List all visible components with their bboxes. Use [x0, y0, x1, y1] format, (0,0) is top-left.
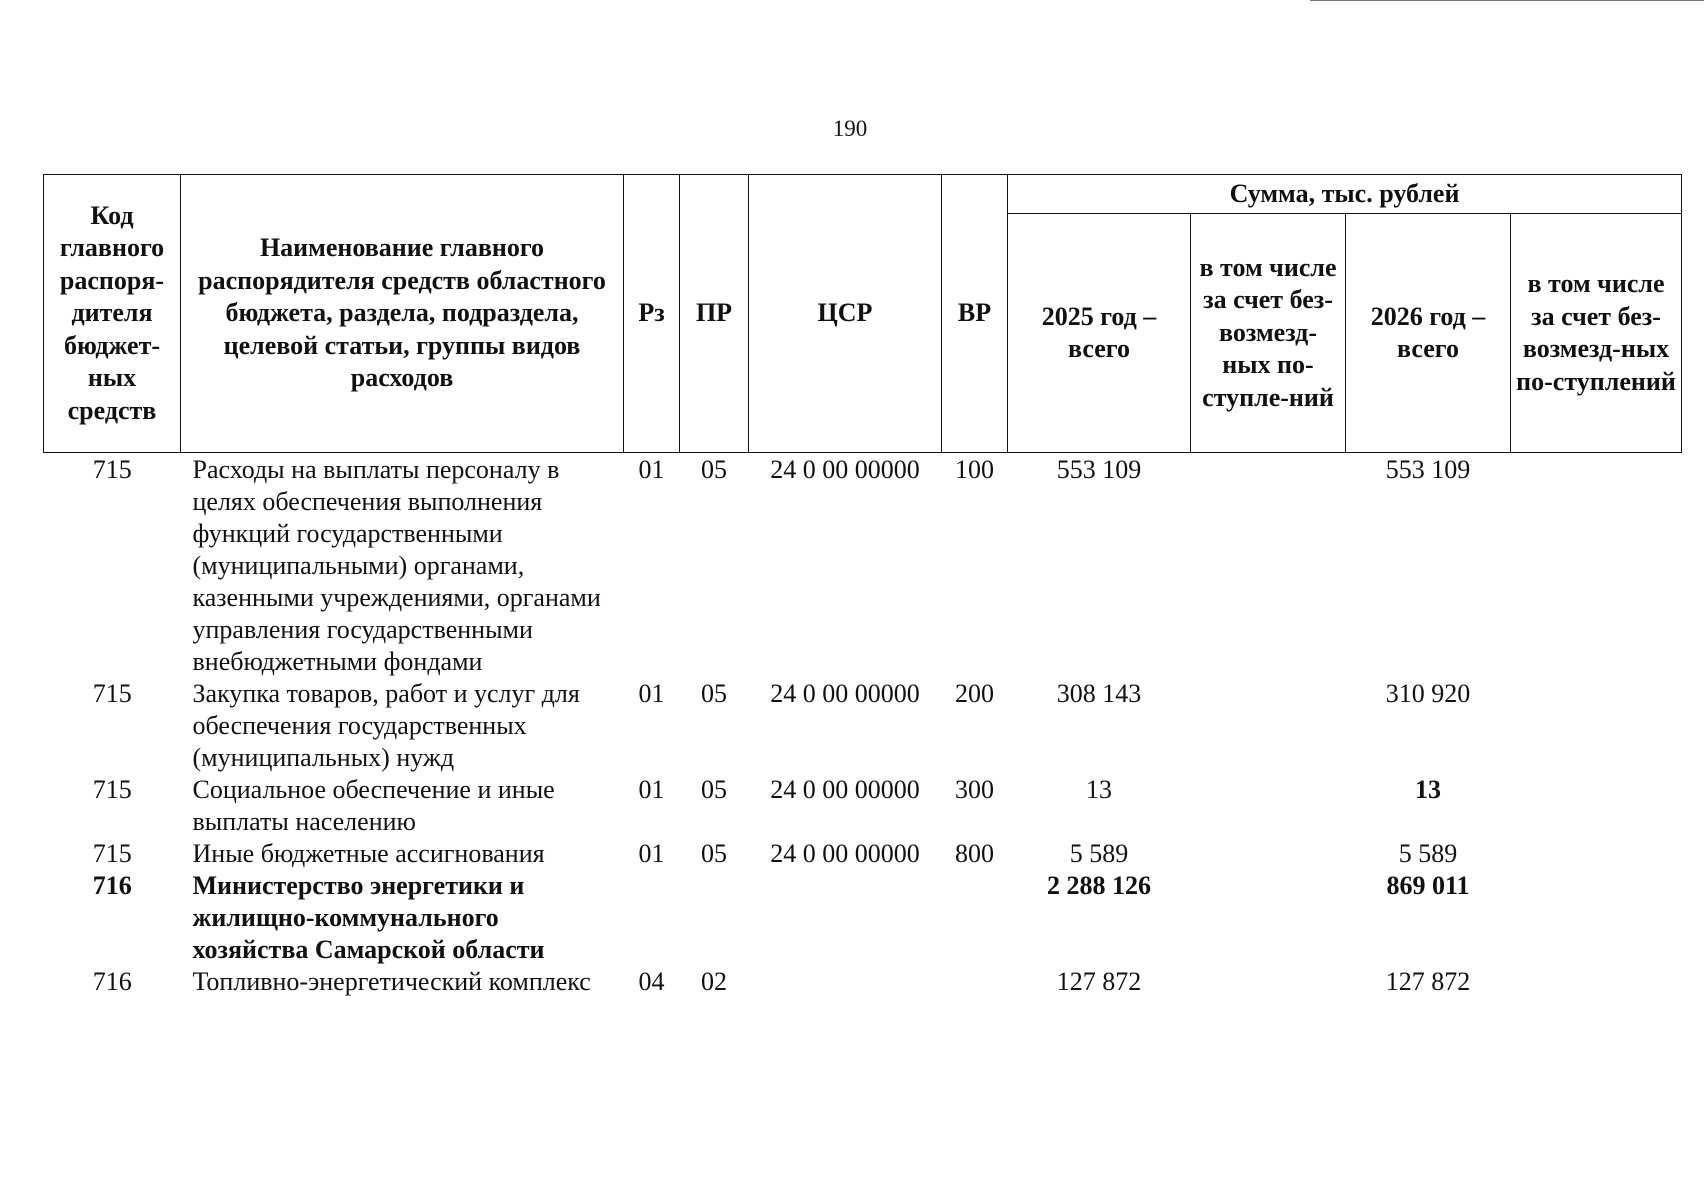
cell-name: Министерство энергетики и жилищно-коммунального хозяйства Самарской области [192, 871, 545, 964]
header-rz: Рз [624, 175, 680, 453]
cell-pr: 02 [701, 967, 727, 996]
cell-2026-total: 13 [1415, 775, 1441, 804]
cell-code: 715 [92, 679, 132, 708]
cell-vr: 200 [955, 679, 994, 708]
table-row [44, 453, 1682, 679]
cell-2025-total: 127 872 [1056, 967, 1142, 996]
table-row [44, 966, 1682, 998]
cell-vr [942, 870, 1008, 966]
cell-code: 715 [92, 455, 132, 484]
cell-2025-total: 5 589 [1069, 839, 1129, 868]
cell-csr: 24 0 00 00000 [770, 455, 920, 484]
cell-2026-total: 127 872 [1385, 967, 1471, 996]
cell-code: 716 [92, 967, 132, 996]
cell-rz: 01 [638, 775, 665, 804]
cell-2025-free [1191, 774, 1346, 838]
header-2026-total: 2026 год – всего [1346, 214, 1511, 453]
header-2026-free: в том числе за счет без-возмезд-ных по-ступлений [1511, 214, 1682, 453]
cell-vr: 300 [955, 775, 994, 804]
cell-code: 716 [92, 871, 132, 900]
header-code: Код главного распоря-дителя бюджет-ных средств [44, 175, 181, 453]
cell-2025-free [1191, 838, 1346, 870]
cell-csr: 24 0 00 00000 [770, 679, 920, 708]
table-row [44, 870, 1682, 966]
cell-pr: 05 [701, 455, 727, 484]
cell-2026-free [1511, 870, 1682, 966]
cell-code: 715 [92, 775, 132, 804]
cell-2026-free [1511, 966, 1682, 998]
cell-name: Расходы на выплаты персоналу в целях обеспечения выполнения функций государственными (муниципальными) органами, казенными учреждениями, органами управления государственными внебюджетными фондами [192, 455, 601, 676]
cell-2026-total: 5 589 [1398, 839, 1458, 868]
cell-pr [680, 870, 749, 966]
cell-name: Иные бюджетные ассигнования [192, 839, 545, 868]
cell-2025-free [1191, 966, 1346, 998]
cell-pr: 05 [701, 839, 727, 868]
header-sum-group: Сумма, тыс. рублей [1008, 175, 1682, 214]
cell-2025-total: 553 109 [1056, 455, 1142, 484]
budget-table [43, 174, 1682, 998]
cell-vr: 800 [955, 839, 994, 868]
cell-2025-total: 13 [1086, 775, 1112, 804]
cell-name: Закупка товаров, работ и услуг для обеспечения государственных (муниципальных) нужд [192, 679, 580, 772]
cell-rz [624, 870, 680, 966]
cell-2026-free [1511, 678, 1682, 774]
cell-2026-total: 553 109 [1385, 455, 1471, 484]
cell-rz: 01 [638, 455, 665, 484]
cell-name: Топливно-энергетический комплекс [192, 967, 591, 996]
cell-code: 715 [92, 839, 132, 868]
header-name: Наименование главного распорядителя средств областного бюджета, раздела, подраздела, целевой статьи, группы видов расходов [181, 175, 624, 453]
cell-2026-free [1511, 774, 1682, 838]
cell-pr: 05 [701, 679, 727, 708]
cell-pr: 05 [701, 775, 727, 804]
cell-2026-free [1511, 838, 1682, 870]
cell-csr [749, 966, 942, 998]
cell-csr: 24 0 00 00000 [770, 775, 920, 804]
header-2025-free: в том числе за счет без-возмезд-ных по-ступле-ний [1191, 214, 1346, 453]
cell-2025-total: 2 288 126 [1047, 871, 1151, 900]
cell-rz: 04 [638, 967, 665, 996]
cell-2025-total: 308 143 [1056, 679, 1142, 708]
table-row [44, 678, 1682, 774]
table-row [44, 838, 1682, 870]
header-pr: ПР [680, 175, 749, 453]
cell-2026-free [1511, 453, 1682, 679]
cell-csr [749, 870, 942, 966]
header-vr: ВР [942, 175, 1008, 453]
header-2025-total: 2025 год – всего [1008, 214, 1191, 453]
scan-edge-line [1310, 0, 1704, 1]
cell-2025-free [1191, 870, 1346, 966]
cell-2026-total: 310 920 [1385, 679, 1471, 708]
cell-rz: 01 [638, 679, 665, 708]
cell-vr: 100 [955, 455, 994, 484]
cell-name: Социальное обеспечение и иные выплаты населению [192, 775, 555, 836]
cell-rz: 01 [638, 839, 665, 868]
table-row [44, 774, 1682, 838]
page-number: 190 [832, 116, 868, 141]
cell-csr: 24 0 00 00000 [770, 839, 920, 868]
cell-2026-total: 869 011 [1386, 871, 1470, 900]
header-csr: ЦСР [749, 175, 942, 453]
cell-vr [942, 966, 1008, 998]
cell-2025-free [1191, 678, 1346, 774]
cell-2025-free [1191, 453, 1346, 679]
